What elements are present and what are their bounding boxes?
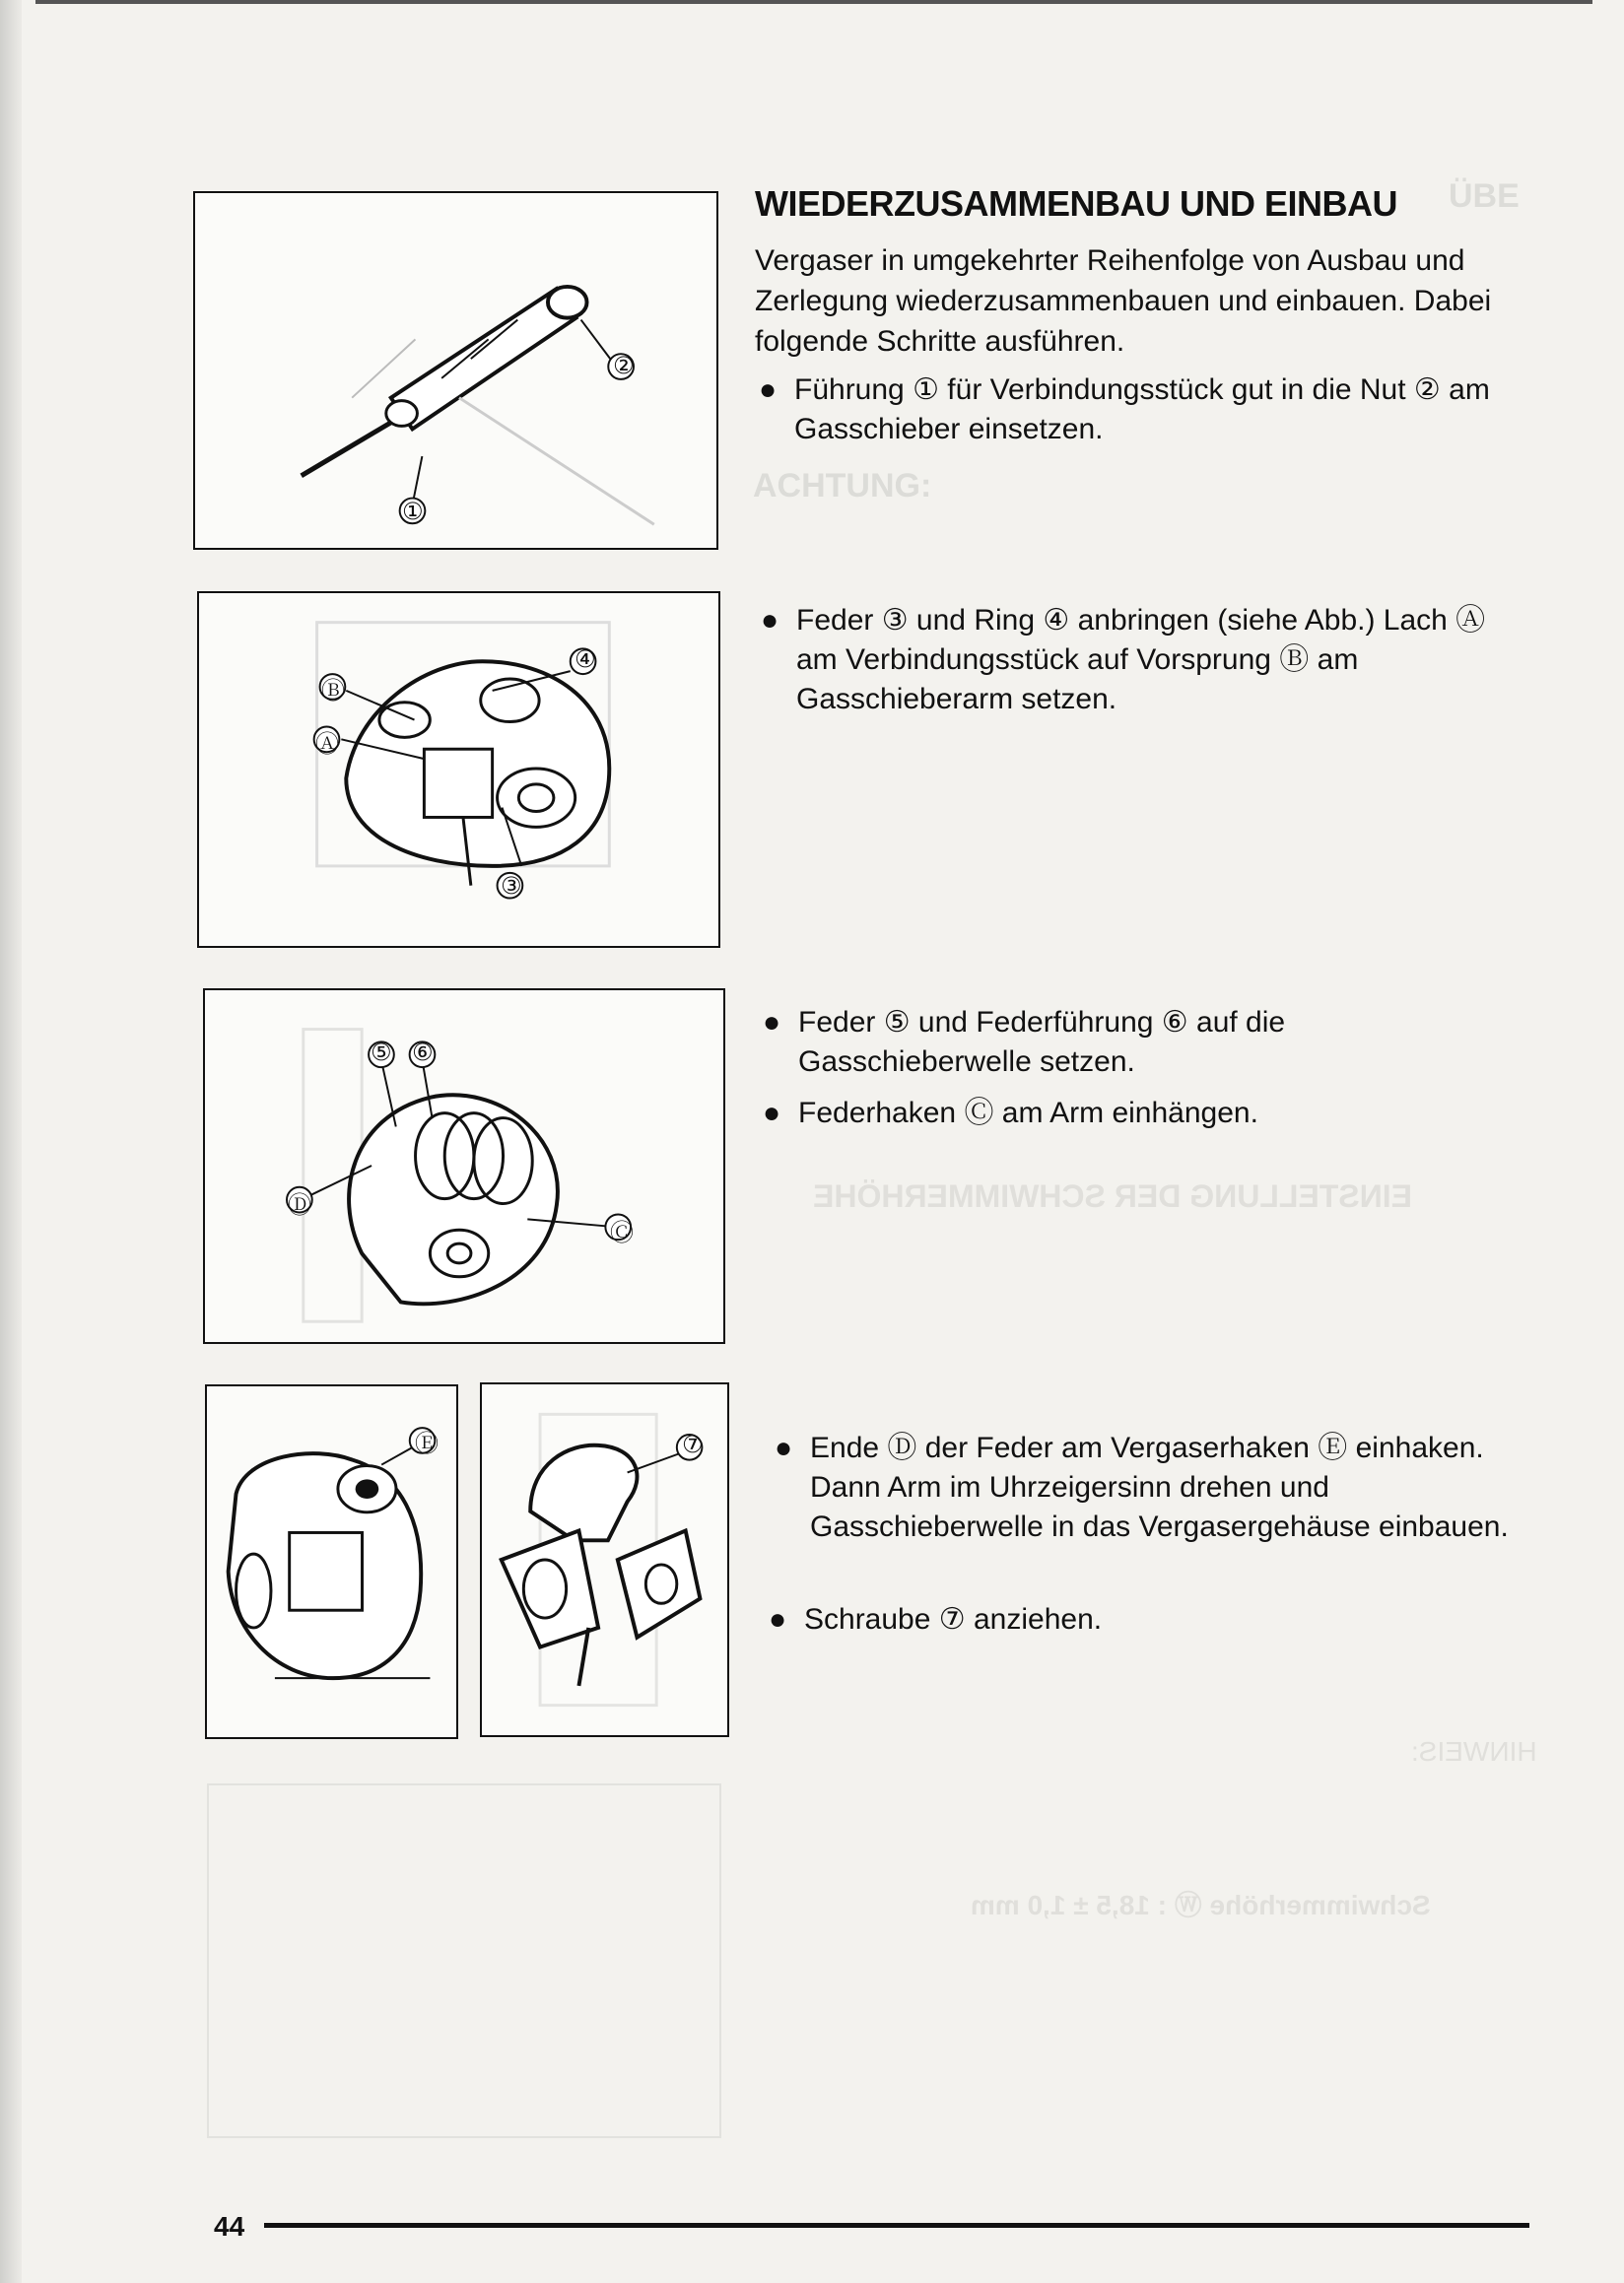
page-number: 44 [214,2211,245,2242]
bullet: ● [763,1097,781,1129]
callout-3: ③ [501,873,522,900]
figure-spring-hook [205,1384,458,1739]
bleed-mirrored-value: Schwimmerhöhe Ⓦ : 18,5 ± 1,0 mm [971,1890,1431,1920]
bleed-heading-fragment: ÜBE [1449,177,1520,215]
section-heading: WIEDERZUSAMMENBAU UND EINBAU [755,183,1397,224]
spring-ring-drawing [199,593,718,946]
step-text: Feder ③ und Ring ④ anbringen (siehe Abb.) Lach Ⓐ am Verbindungsstück auf Vorsprung Ⓑ am Gasschieberarm setzen. [796,604,1486,715]
figure-spring-guide-shaft [203,988,725,1344]
step-guide-insertion [759,370,1527,449]
bullet: ● [769,1603,787,1636]
step-spring-guide [763,1003,1393,1082]
step-screw [769,1600,1360,1640]
callout-7: ⑦ [682,1432,704,1458]
callout-1: ① [402,499,424,525]
step-spring-ring [761,601,1490,719]
step-spring-end [775,1429,1525,1547]
bleed-achtung: ACHTUNG: [753,467,932,504]
bullet: ● [763,1006,781,1039]
guide-drawing [195,193,716,548]
spring-guide-drawing [205,990,723,1342]
callout-5: ⑤ [371,1040,392,1066]
callout-D: Ⓓ [288,1192,311,1219]
step-text: Feder ⑤ und Federführung ⑥ auf die Gasschieberwelle setzen. [798,1006,1286,1078]
callout-A: Ⓐ [315,731,339,758]
intro-paragraph: Vergaser in umgekehrter Reihenfolge von Ausbau und Zerlegung wiederzusammenbauen und einbauen. Dabei folgende Schritte ausführen. [755,244,1492,358]
callout-B: Ⓑ [321,678,345,705]
step-spring-hook-arm [763,1094,1453,1133]
top-rule [35,0,1592,4]
page-edge [0,0,22,2283]
bleed-figure-outline [207,1783,721,2138]
step-text: Schraube ⑦ anziehen. [804,1603,1103,1636]
bleed-hinweis: HINWEIS: [1411,1736,1537,1767]
callout-E: Ⓔ [415,1431,439,1457]
bleed-mirrored-heading: EINSTELLUNG DER SCHWIMMERHÖHE [813,1178,1412,1214]
callout-4: ④ [575,646,596,673]
callout-C: Ⓒ [610,1220,634,1246]
bullet: ● [759,373,778,406]
figure-screw [480,1382,729,1737]
figure-spring-ring [197,591,720,948]
step-text: Federhaken Ⓒ am Arm einhängen. [798,1097,1258,1129]
step-text: Führung ① für Verbindungsstück gut in die Nut ② am Gasschieber einsetzen. [794,373,1490,445]
footer-rule [264,2223,1529,2228]
bullet: ● [775,1432,793,1464]
callout-2: ② [613,353,635,379]
step-text: Ende Ⓓ der Feder am Vergaserhaken Ⓔ einhaken. Dann Arm im Uhrzeigersinn drehen und Gasschieberwelle in das Vergasergehäuse einbauen. [810,1432,1509,1543]
callout-6: ⑥ [412,1040,434,1066]
figure-guide-insertion [193,191,718,550]
bullet: ● [761,604,779,637]
